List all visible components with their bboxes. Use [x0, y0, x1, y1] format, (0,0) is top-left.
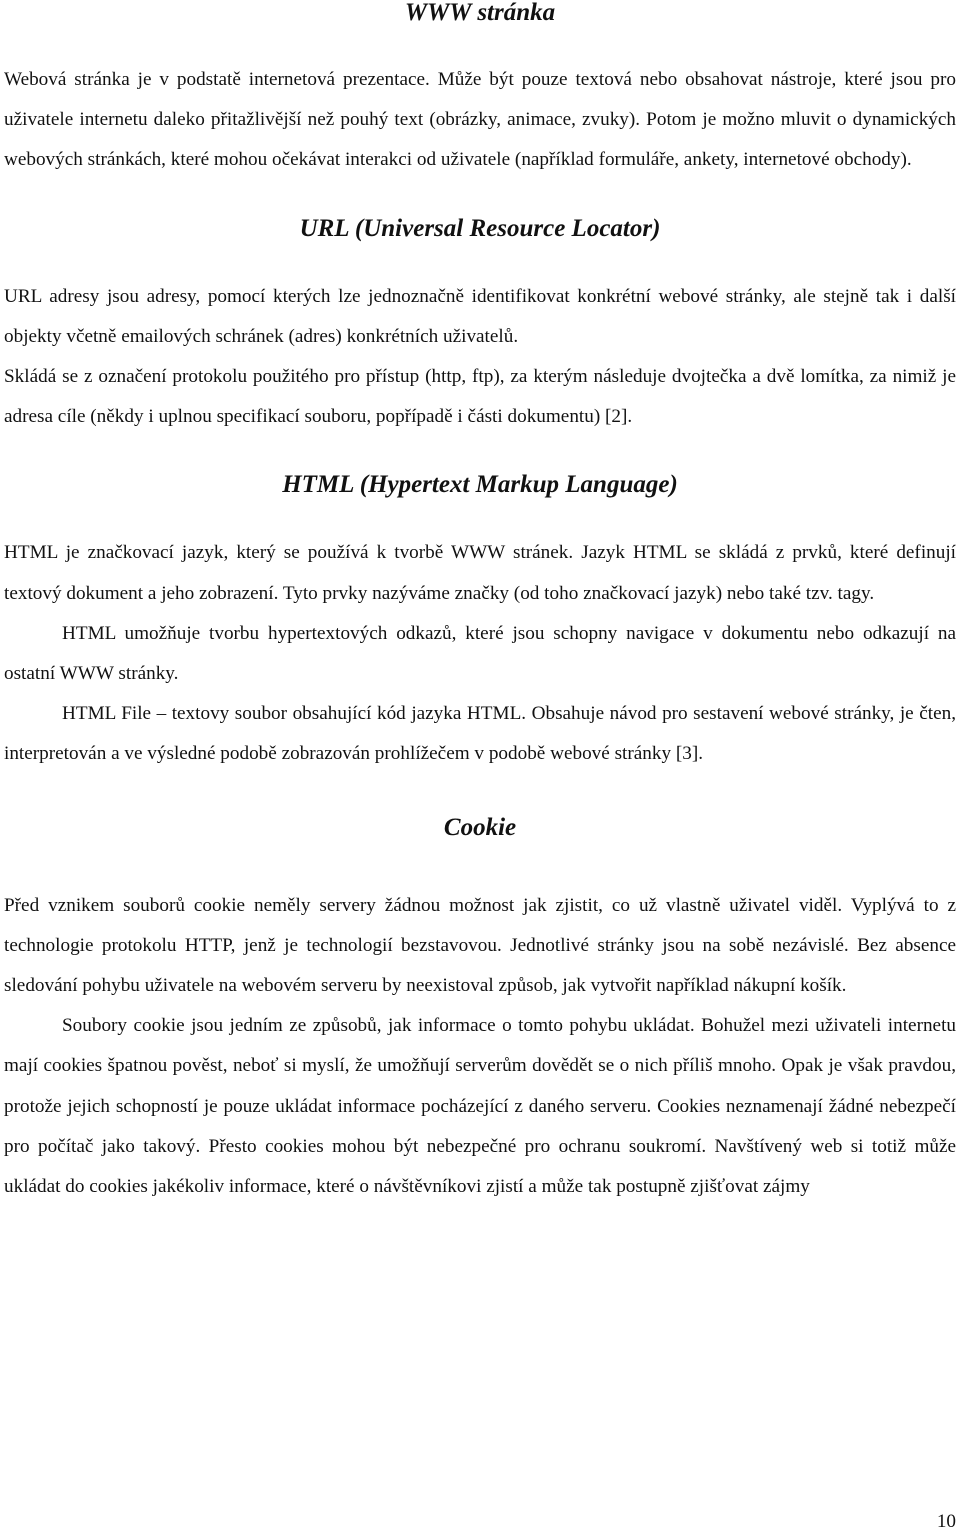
document-page [4, 0, 956, 1537]
paragraph-html-3: HTML File – textovy soubor obsahující kód jazyka HTML. Obsahuje návod pro sestavení webové stránky, je čten, interpretován a ve výsledné podobě zobrazován prohlížečem v podobě webové stránky [3]. [4, 703, 956, 765]
paragraph-www-1: Webová stránka je v podstatě internetová prezentace. Může být pouze textová nebo obsahovat nástroje, které jsou pro uživatele internetu daleko přitažlivější než pouhý text (obrázky, animace, zvuky). Potom je možno mluvit o dynamických webových stránkách, které mohou očekávat interakci od uživatele (například formuláře, ankety, internetové obchody). [4, 69, 956, 171]
paragraph-url-2: Skládá se z označení protokolu použitého pro přístup (http, ftp), za kterým následuje dvojtečka a dvě lomítka, za nimiž je adresa cíle (někdy i uplnou specifikací souboru, popřípadě i části dokumentu) [2]. [4, 366, 956, 428]
paragraph-url-1: URL adresy jsou adresy, pomocí kterých lze jednoznačně identifikovat konkrétní webové stránky, ale stejně tak i další objekty včetně emailových schránek (adres) konkrétních uživatelů. [4, 285, 956, 347]
page-number: 10 [936, 1511, 956, 1532]
heading-url: URL (Universal Resource Locator) [299, 214, 661, 242]
heading-www-stranka: WWW stránka [404, 0, 556, 26]
paragraph-html-2: HTML umožňuje tvorbu hypertextových odkazů, které jsou schopny navigace v dokumentu nebo odkazují na ostatní WWW stránky. [4, 622, 956, 685]
heading-cookie: Cookie [443, 813, 517, 841]
paragraph-html-1: HTML je značkovací jazyk, který se používá k tvorbě WWW stránek. Jazyk HTML se skládá z prvků, které definují textový dokument a jeho zobrazení. Tyto prvky nazýváme značky (od toho značkovací jazyk) nebo také tzv. tagy. [4, 542, 956, 604]
paragraph-cookie-1: Před vznikem souborů cookie neměly servery žádnou možnost jak zjistit, co už vlastně uživatel viděl. Vyplývá to z technologie protokolu HTTP, jenž je technologií bezstavovou. Jednotlivé stránky jsou na sobě nezávislé. Bez absence sledování pohybu uživatele na webovém serveru by neexistoval způsob, jak vytvořit například nákupní košík. [4, 894, 956, 997]
paragraph-cookie-2: Soubory cookie jsou jedním ze způsobů, jak informace o tomto pohybu ukládat. Bohužel mezi uživateli internetu mají cookies špatnou pověst, neboť si myslí, že umožňují serverům dovědět se o nich příliš mnoho. Opak je však pravdou, protože jejich schopností je pouze ukládat informace pocházející z daného serveru. Cookies neznamenají žádné nebezpečí pro počítač jako takový. Přesto cookies mohou být nebezpečné pro ochranu soukromí. Navštívený web si totiž může ukládat do cookies jakékoliv informace, které o návštěvníkovi zjistí a může tak postupně zjišťovat zájmy [4, 1015, 956, 1198]
heading-html: HTML (Hypertext Markup Language) [282, 471, 678, 499]
